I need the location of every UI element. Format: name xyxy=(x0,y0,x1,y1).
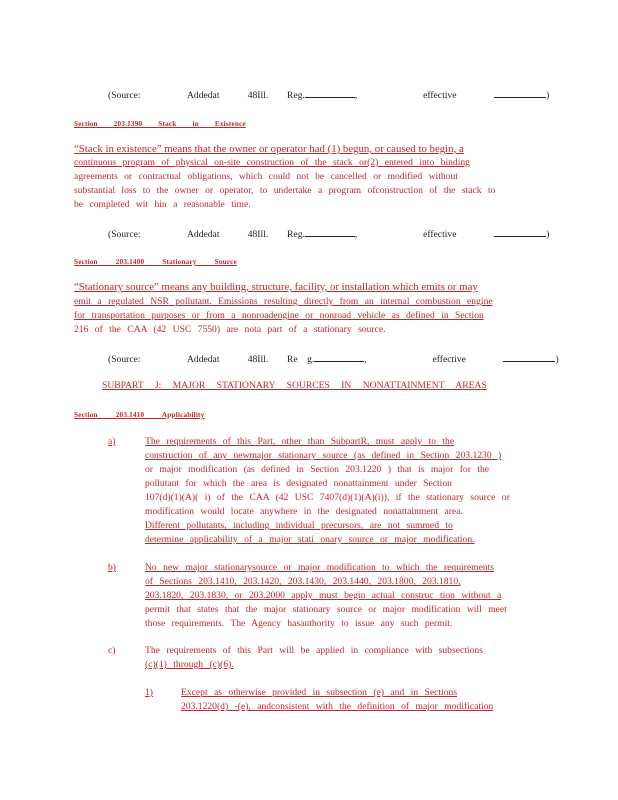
source-note: (Source: Addedat 48Ill. Re g. , effective ) xyxy=(108,354,559,365)
item-line: Different pollutants, including individual precursors, are not summed to xyxy=(145,520,453,531)
item-line: or major modification (as defined in Section 203.1220 ) that is major for the xyxy=(145,464,490,475)
item-line: (c)(1) through (c)(6). xyxy=(145,659,234,670)
item-line: permit that states that the major stationary source or major modification will meet xyxy=(145,604,507,615)
item-line: The requirements of this Part, other than SubpartR, must apply to the xyxy=(145,436,455,447)
item-label: b) xyxy=(108,562,116,573)
item-line: 203.1820, 203.1830, or 203.2000 apply must begin actual construc tion without a xyxy=(145,590,502,601)
definition-line: agreements or contractual obligations, which could not be cancelled or modified without xyxy=(74,171,458,182)
definition-line: substantial loss to the owner or operator, to undertake a program ofconstruction of the stack to xyxy=(74,185,496,196)
item-label: c) xyxy=(108,645,116,656)
definition-line: 216 of the CAA (42 USC 7550) are nota part of a stationary source. xyxy=(74,324,386,335)
item-line: pollutant for which the area is designated nonattainment under Section xyxy=(145,478,452,489)
item-line: 203.1220(d) -(e), andconsistent with the definition of major modification xyxy=(181,701,494,712)
item-line: Except as otherwise provided in subsection (e) and in Sections xyxy=(181,687,458,698)
item-line: construction of any newmajor stationary source (as defined in Section 203.1230 ) xyxy=(145,450,502,461)
section-heading: Section 203.1390 Stack in Existence xyxy=(74,120,246,128)
section-heading: Section 203.1400 Stationary Source xyxy=(74,258,237,266)
source-note: (Source: Addedat 48Ill. Reg. , effective ) xyxy=(108,90,550,101)
definition-line: “Stationary source” means any building, structure, facility, or installation which emits or may xyxy=(74,281,478,293)
definition-line: continuous program of physical on-site construction of the stack or(2) entered into binding xyxy=(74,157,470,168)
item-line: 107(d)(1)(A)( i) of the CAA (42 USC 7407(d)(1)(A)(i)), if the stationary source or xyxy=(145,492,510,503)
item-line: modification would locate anywhere in the designated nonattainment area. xyxy=(145,506,463,517)
item-line: those requirements. The Agency hasauthority to issue any such permit. xyxy=(145,618,453,629)
definition-line: emit a regulated NSR pollutant. Emissions resulting directly from an internal combustion engine xyxy=(74,296,493,307)
item-label: a) xyxy=(108,436,116,447)
definition-line: be completed wit hin a reasonable time. xyxy=(74,199,251,210)
item-label: 1) xyxy=(145,687,153,698)
subpart-heading: SUBPART J: MAJOR STATIONARY SOURCES IN NONATTAINMENT AREAS xyxy=(102,380,487,391)
source-note: (Source: Addedat 48Ill. Reg. , effective ) xyxy=(108,229,550,240)
item-line: The requirements of this Part will be applied in compliance with subsections xyxy=(145,645,483,656)
section-heading: Section 203.1410 Applicability xyxy=(74,411,205,419)
item-line: of Sections 203.1410, 203.1420, 203.1430, 203.1440, 203.1800, 203.1810, xyxy=(145,576,461,587)
item-line: No new major stationarysource or major modification to which the requirements xyxy=(145,562,495,573)
definition-line: for transportation purposes or from a nonroadengine or nonroad vehicle as defined in Section xyxy=(74,310,484,321)
definition-line: “Stack in existence” means that the owner or operator had (1) begun, or caused to begin, a xyxy=(74,143,464,155)
item-line: determine applicability of a major stati onary source or major modification. xyxy=(145,534,475,545)
